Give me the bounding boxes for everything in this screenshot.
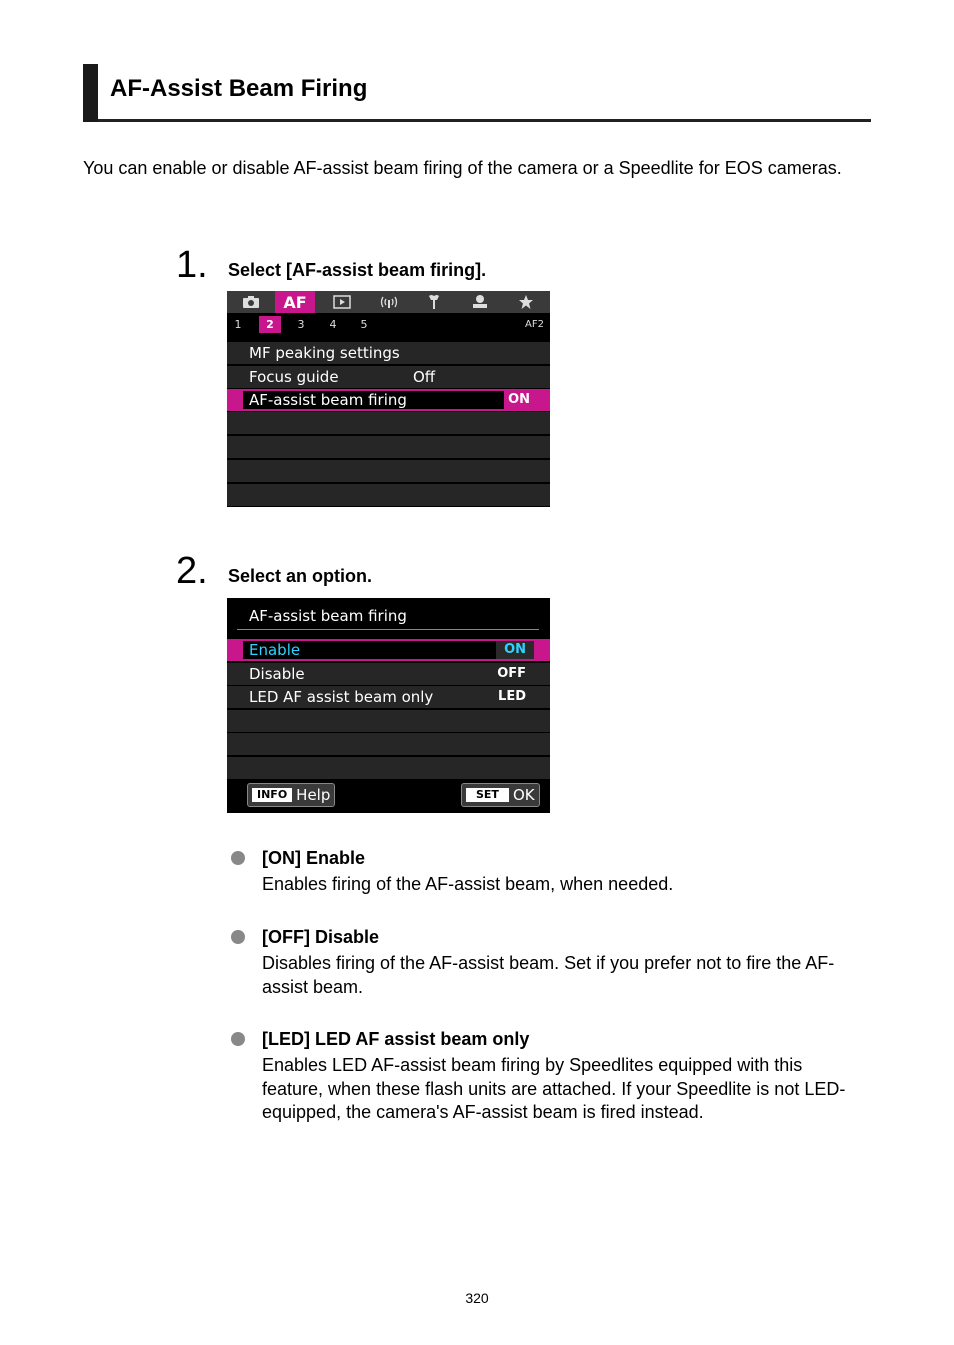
bullet-icon [231, 930, 245, 944]
subtab-2[interactable]: 2 [259, 316, 281, 333]
option-title-off: [OFF] Disable [262, 927, 380, 947]
section-heading [83, 64, 871, 122]
page-number: 320 [465, 1290, 489, 1306]
menu-row-focus-guide[interactable] [227, 366, 550, 388]
option-label: Enable [249, 641, 301, 659]
set-badge: SET [466, 788, 509, 802]
option-title-led: [LED] LED AF assist beam only [262, 1029, 530, 1049]
bullet-icon [231, 1032, 245, 1046]
heading-bar [83, 64, 98, 122]
bullet-icon [231, 851, 245, 865]
camera-menu-screen [227, 291, 550, 507]
menu-row-label: Focus guide [249, 368, 339, 386]
menu-row-af-assist[interactable] [227, 389, 550, 411]
intro-paragraph: You can enable or disable AF-assist beam firing of the camera or a Speedlite for EOS cameras. [83, 158, 842, 178]
menu-row-empty [227, 436, 550, 458]
menu-row-empty [227, 412, 550, 434]
option-value: LED [498, 689, 526, 704]
title-divider [237, 629, 539, 630]
subtab-5[interactable]: 5 [360, 318, 368, 331]
step-2-number: 2. [176, 550, 208, 592]
subtab-3[interactable]: 3 [297, 318, 305, 331]
wireless-icon[interactable] [369, 291, 409, 313]
option-select-screen [227, 598, 550, 813]
option-label: LED AF assist beam only [249, 688, 434, 706]
option-desc-on: Enables firing of the AF-assist beam, when needed. [262, 874, 674, 894]
person-icon[interactable] [460, 291, 500, 313]
option-value: OFF [497, 666, 526, 681]
menu-row-mf-peaking[interactable] [227, 342, 550, 364]
screen-title: AF-assist beam firing [249, 607, 407, 625]
option-value: ON [496, 641, 534, 659]
play-icon[interactable] [322, 291, 362, 313]
step-1-text: Select [AF-assist beam firing]. [228, 260, 487, 280]
option-row-empty [227, 710, 550, 732]
help-label: Help [296, 786, 331, 804]
subtab-1[interactable]: 1 [234, 318, 242, 331]
menu-row-empty [227, 484, 550, 506]
page-title: AF-Assist Beam Firing [110, 75, 368, 102]
option-enable[interactable] [227, 639, 550, 661]
option-disable[interactable] [227, 663, 550, 685]
option-label: Disable [249, 665, 305, 683]
menu-row-label: MF peaking settings [249, 344, 400, 362]
option-title-on: [ON] Enable [262, 848, 366, 868]
option-desc-led: Enables LED AF-assist beam firing by Speedlites equipped with this feature, when these flash units are attached. If your Speedlite is not LED-equipped, the camera's AF-assist beam is fired instead. [262, 1055, 846, 1122]
star-icon[interactable] [506, 291, 546, 313]
set-ok-button[interactable] [461, 783, 540, 807]
menu-row-value: ON [504, 391, 534, 409]
wrench-icon[interactable] [414, 291, 454, 313]
menu-row-value: Off [413, 368, 436, 386]
info-badge: INFO [252, 788, 292, 802]
option-desc-off: Disables firing of the AF-assist beam. Set if you prefer not to fire the AF-assist beam. [262, 953, 835, 997]
step-2-text: Select an option. [228, 566, 373, 586]
menu-subtab-bar [227, 313, 550, 335]
option-led[interactable] [227, 686, 550, 708]
ok-label: OK [512, 786, 535, 804]
subtab-4[interactable]: 4 [329, 318, 337, 331]
step-1-number: 1. [176, 244, 208, 286]
menu-tab-bar [227, 291, 550, 313]
option-row-empty [227, 733, 550, 755]
subtab-code: AF2 [525, 319, 544, 330]
camera-icon[interactable] [231, 291, 271, 313]
menu-row-empty [227, 460, 550, 482]
info-help-button[interactable] [247, 783, 335, 807]
option-row-empty [227, 757, 550, 779]
menu-row-label: AF-assist beam firing [249, 391, 407, 409]
tab-af[interactable]: AF [275, 291, 315, 313]
